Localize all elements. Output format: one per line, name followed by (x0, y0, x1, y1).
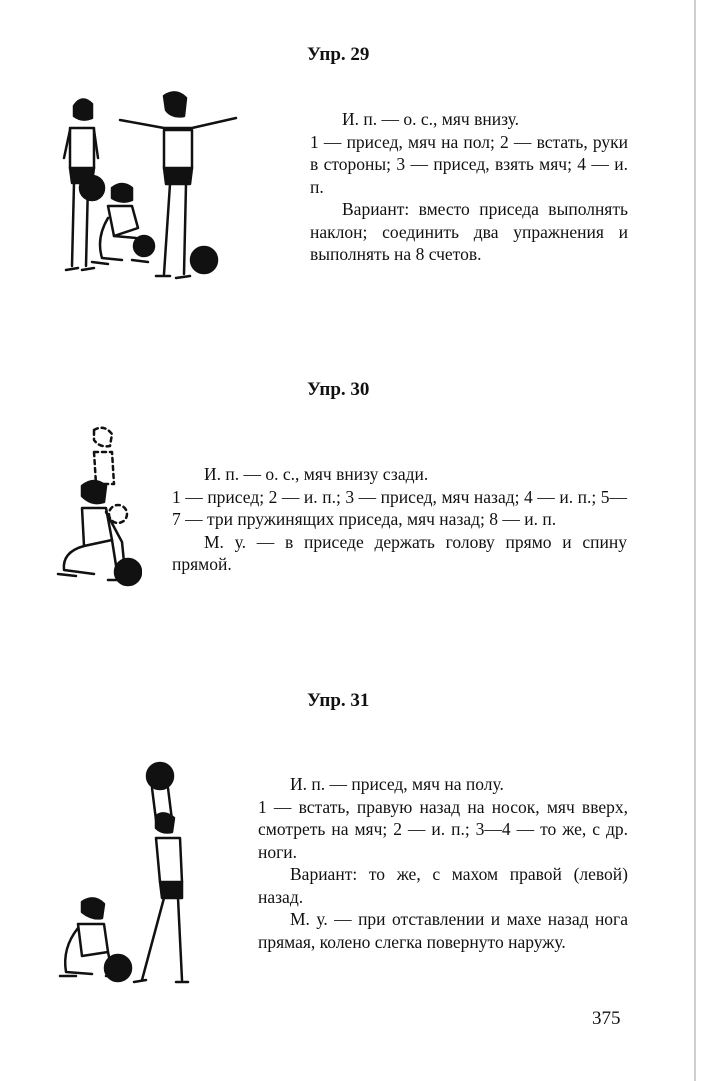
exercise-29-start-position: И. п. — о. с., мяч внизу. (342, 109, 519, 129)
exercise-30-start-position: И. п. — о. с., мяч внизу сзади. (204, 464, 429, 484)
exercise-29-text (310, 108, 628, 266)
exercise-31-variant: Вариант: то же, с махом правой (левой) назад. (258, 864, 628, 907)
exercise-29-steps: 1 — присед, мяч на пол; 2 — встать, руки в стороны; 3 — присед, взять мяч; 4 — и. п. (310, 131, 628, 197)
exercise-30-guidance: М. у. — в приседе держать голову прямо и спину прямой. (172, 531, 627, 574)
exercise-30-illustration (52, 422, 142, 602)
page-edge-line (694, 0, 696, 1081)
exercise-31-text (258, 773, 628, 953)
exercise-29-illustration (52, 88, 252, 288)
exercise-31-heading: Упр. 31 (307, 690, 370, 711)
exercise-31-guidance: М. у. — при отставлении и махе назад нога прямая, колено слегка повернуто наружу. (258, 909, 628, 952)
exercise-30-text (172, 463, 627, 576)
exercise-31-start-position: И. п. — присед, мяч на полу. (290, 774, 504, 794)
exercise-31-illustration (52, 758, 212, 988)
exercise-29-variant: Вариант: вместо приседа выполнять наклон; соединить два упражнения и выполнять на 8 счетов. (310, 199, 628, 264)
exercise-30-heading: Упр. 30 (307, 379, 370, 400)
exercise-31-steps: 1 — встать, правую назад на носок, мяч вверх, смотреть на мяч; 2 — и. п.; 3—4 — то же, с др. ноги. (258, 796, 628, 862)
exercise-30-steps: 1 — присед; 2 — и. п.; 3 — присед, мяч назад; 4 — и. п.; 5—7 — три пружинящих приседа, мяч назад; 8 — и. п. (172, 486, 627, 529)
page-number: 375 (592, 1008, 621, 1029)
exercise-29-heading: Упр. 29 (307, 44, 370, 65)
